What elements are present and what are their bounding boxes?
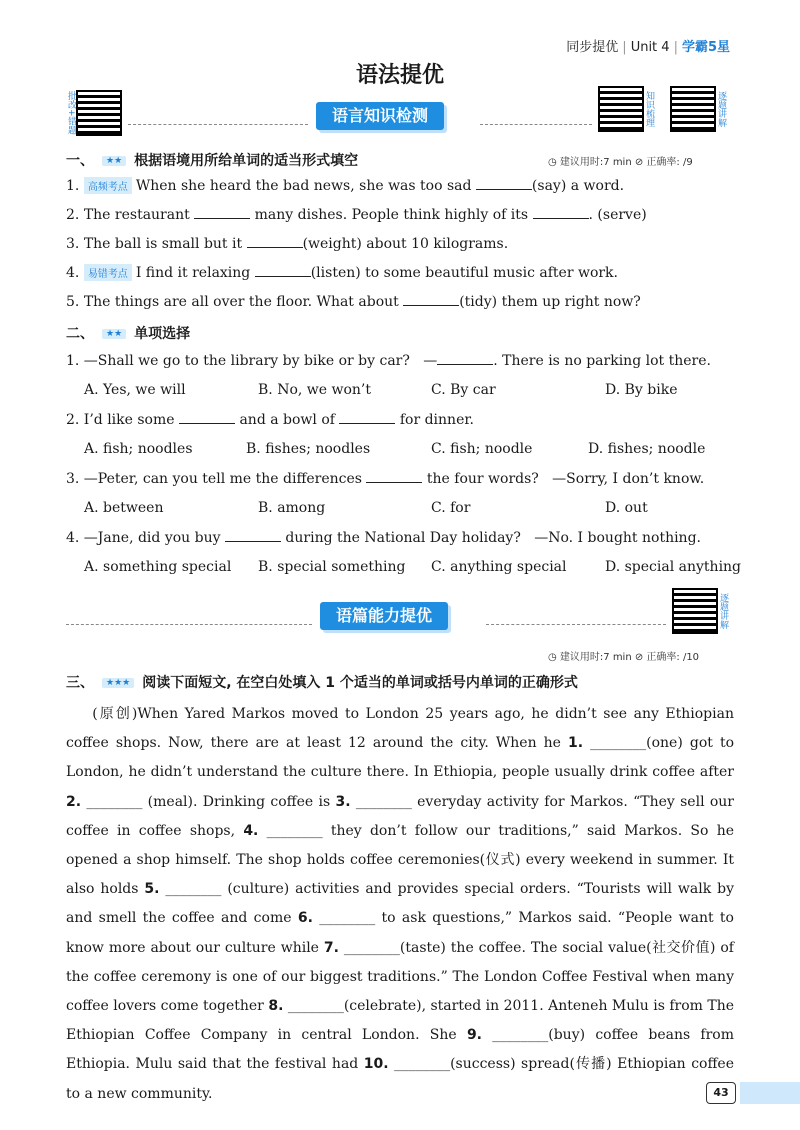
mc-question-2: 2. I’d like some and a bowl of for dinner. <box>66 412 474 428</box>
blank-number: 5. <box>144 881 160 898</box>
reading-passage: (原创)When Yared Markos moved to London 25 years ago, he didn’t see any Ethiopian coffee shops. Now, there are at least 12 around the city. When he 1. ________(one) got to London, he didn’t understand the culture there. In Ethiopia, people usually drink coffee after 2. ________ (meal). Drinking coffee is 3. ________ everyday activity for Markos. “They sell our coffee in coffee shops, 4. ________ they don’t follow our traditions,” said Markos. So he opened a shop himself. The shop holds coffee ceremonies(仪式) every weekend in summer. It also holds 5. ________ (culture) activities and provides special orders. “Tourists will walk by and smell the coffee and come 6. ________ to ask questions,” Markos said. “People want to know more about our culture while 7. ________(taste) the coffee. The social value(社交价值) of the coffee ceremony is one of our biggest traditions.” The London Coffee Festival when many coffee lovers come together 8. ________(celebrate), started in 2011. Anteneh Mulu is from The Ethiopian Coffee Company in central London. She 9. ________(buy) coffee beans from Ethiopia. Mulu said that the festival had 10. ________(success) spread(传播) Ethiopian coffee to a new community. <box>66 706 734 1102</box>
qr-code-icon <box>76 90 122 136</box>
mc-question-1: 1. —Shall we go to the library by bike or by car? — . There is no parking lot there. <box>66 353 711 369</box>
qr-right2-label: 逐题讲解 <box>718 593 728 629</box>
page-number: 43 <box>706 1082 736 1104</box>
fill-item-4: 4. 易错考点 I find it relaxing (listen) to some beautiful music after work. <box>66 265 618 281</box>
answer-blank[interactable] <box>403 293 459 306</box>
mc-option[interactable]: D. By bike <box>605 382 678 398</box>
divider <box>486 624 666 625</box>
answer-blank[interactable] <box>339 411 395 424</box>
mc-option[interactable]: A. fish; noodles <box>84 441 193 457</box>
divider <box>480 124 592 125</box>
blank-number: 8. <box>268 998 284 1015</box>
mc-option[interactable]: B. No, we won’t <box>258 382 371 398</box>
answer-blank[interactable] <box>437 352 493 365</box>
tag-badge: 易错考点 <box>84 264 132 281</box>
divider <box>128 124 308 125</box>
mc-question-4: 4. —Jane, did you buy during the National Day holiday? —No. I bought nothing. <box>66 530 701 546</box>
qr-code-icon <box>598 86 644 132</box>
section-2-heading: 二、 ★★ 单项选择 <box>66 326 191 342</box>
answer-blank[interactable] <box>255 264 311 277</box>
blank-number: 3. <box>335 793 351 810</box>
blank-number: 2. <box>66 793 82 810</box>
section-title: 根据语境用所给单词的适当形式填空 <box>134 153 359 169</box>
blank-number: 6. <box>297 910 313 927</box>
tag-badge: 高频考点 <box>84 177 132 194</box>
answer-blank[interactable] <box>366 470 422 483</box>
time-accuracy: ◷ 建议用时:7 min ⊘ 正确率: /10 <box>548 652 700 663</box>
section-banner-language: 语言知识检测 <box>316 102 444 130</box>
mc-option[interactable]: C. for <box>431 500 471 516</box>
answer-blank[interactable] <box>476 177 532 190</box>
qr-right-label: 逐题讲解 <box>716 91 726 127</box>
mc-option[interactable]: B. special something <box>258 559 406 575</box>
running-header: 同步提优 | Unit 4 | 学霸5星 <box>566 40 730 55</box>
blank-number: 1. <box>568 735 584 752</box>
difficulty-stars-icon: ★★ <box>102 156 126 166</box>
mc-option[interactable]: A. something special <box>84 559 232 575</box>
mc-option[interactable]: A. between <box>84 500 164 516</box>
page-tab-decoration <box>740 1082 800 1104</box>
blank-number: 4. <box>243 822 259 839</box>
mc-option[interactable]: B. fishes; noodles <box>246 441 371 457</box>
answer-blank[interactable] <box>194 206 250 219</box>
fill-item-2: 2. The restaurant many dishes. People think highly of its . (serve) <box>66 207 647 223</box>
mc-question-3: 3. —Peter, can you tell me the differences the four words? —Sorry, I don’t know. <box>66 471 705 487</box>
qr-code-icon <box>670 86 716 132</box>
difficulty-stars-icon: ★★ <box>102 329 126 339</box>
qr-mid[interactable] <box>598 86 654 132</box>
mc-option[interactable]: D. fishes; noodle <box>588 441 706 457</box>
fill-item-5: 5. The things are all over the floor. What about (tidy) them up right now? <box>66 294 641 310</box>
mc-option[interactable]: B. among <box>258 500 326 516</box>
divider <box>66 624 312 625</box>
mc-option[interactable]: A. Yes, we will <box>84 382 186 398</box>
blank-number: 7. <box>323 939 339 956</box>
fill-item-1: 1. 高频考点 When she heard the bad news, she was too sad (say) a word. <box>66 178 625 194</box>
answer-blank[interactable] <box>179 411 235 424</box>
header-section: 同步提优 <box>566 40 619 55</box>
fill-item-3: 3. The ball is small but it (weight) about 10 kilograms. <box>66 236 509 252</box>
mc-option[interactable]: D. special anything <box>605 559 742 575</box>
mc-option[interactable]: C. By car <box>431 382 496 398</box>
answer-blank[interactable] <box>533 206 589 219</box>
blank-number: 10. <box>363 1056 389 1073</box>
qr-code-icon <box>672 588 718 634</box>
blank-number: 9. <box>466 1027 482 1044</box>
mc-option[interactable]: C. fish; noodle <box>431 441 533 457</box>
brand-logo: 学霸5星 <box>681 40 730 55</box>
qr-mid-label: 知识梳理 <box>644 91 654 127</box>
answer-blank[interactable] <box>225 529 281 542</box>
section-banner-reading: 语篇能力提优 <box>320 602 448 630</box>
page-title: 语法提优 <box>355 63 444 88</box>
qr-left[interactable] <box>66 90 122 136</box>
section-number: 一、 <box>66 153 94 169</box>
qr-right-2[interactable] <box>672 588 728 634</box>
section-3-heading: 三、 ★★★ 阅读下面短文, 在空白处填入 1 个适当的单词或括号内单词的正确形式 <box>66 675 578 691</box>
time-accuracy: ◷ 建议用时:7 min ⊘ 正确率: /9 <box>548 157 693 168</box>
difficulty-stars-icon: ★★★ <box>102 678 134 688</box>
mc-option[interactable]: C. anything special <box>431 559 567 575</box>
qr-right[interactable] <box>670 86 726 132</box>
mc-option[interactable]: D. out <box>605 500 648 516</box>
section-1-heading <box>66 150 358 170</box>
qr-left-label: 批改+错题 <box>66 91 76 135</box>
header-unit: Unit 4 <box>630 40 670 55</box>
answer-blank[interactable] <box>247 235 303 248</box>
